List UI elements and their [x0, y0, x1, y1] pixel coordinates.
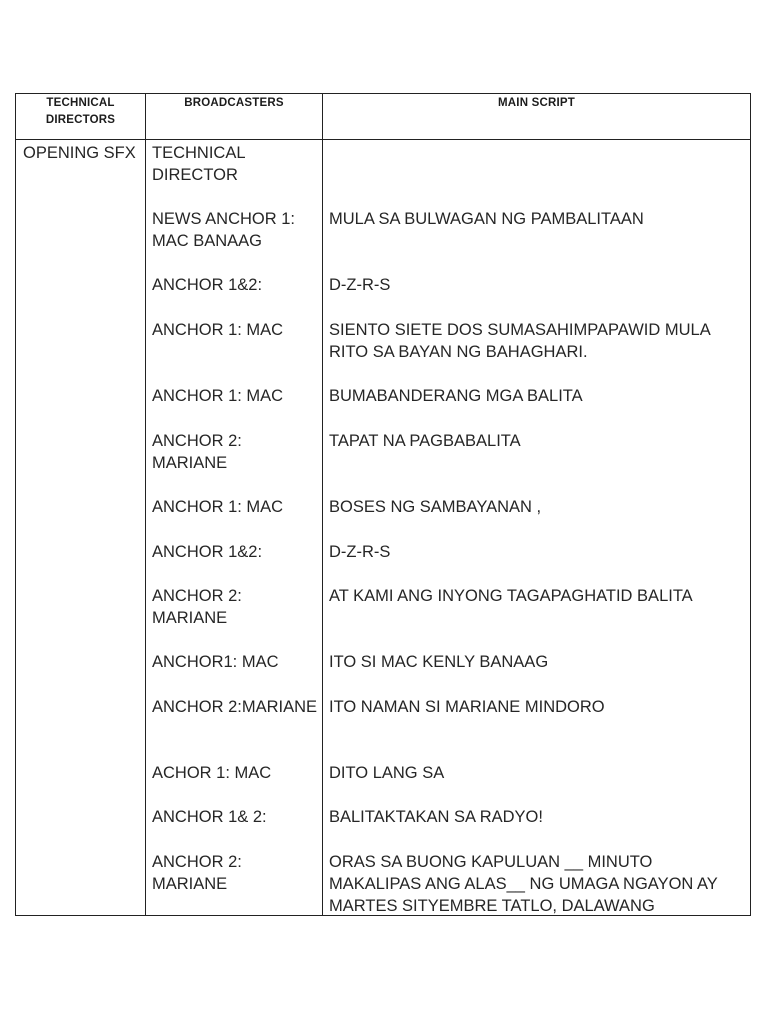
script-cell: SIENTO SIETE DOS SUMASAHIMPAPAWID MULA RITO SA BAYAN NG BAHAGHARI. — [329, 321, 710, 361]
technical-directors-column — [16, 94, 146, 915]
script-cell: ITO SI MAC KENLY BANAAG — [329, 653, 549, 671]
header-divider — [16, 139, 750, 140]
script-cell: BOSES NG SAMBAYANAN , — [329, 498, 542, 516]
broadcaster-cell: ANCHOR 1& 2: — [152, 808, 267, 826]
broadcaster-cell: ANCHOR 1: MAC — [152, 498, 284, 516]
broadcaster-cell: ANCHOR 2:MARIANE — [152, 698, 318, 716]
script-cell: D-Z-R-S — [329, 543, 391, 561]
broadcaster-cell: ANCHOR 1&2: — [152, 543, 263, 561]
script-cell: BUMABANDERANG MGA BALITA — [329, 387, 583, 405]
script-cell: ITO NAMAN SI MARIANE MINDORO — [329, 698, 605, 716]
script-cell: AT KAMI ANG INYONG TAGAPAGHATID BALITA — [329, 587, 693, 605]
broadcaster-cell: ANCHOR 2: MARIANE — [152, 853, 242, 893]
script-cell: BALITAKTAKAN SA RADYO! — [329, 808, 543, 826]
script-cell: ORAS SA BUONG KAPULUAN __ MINUTO MAKALIPAS ANG ALAS__ NG UMAGA NGAYON AY MARTES SITYEMBRE TATLO, DALAWANG — [329, 853, 718, 915]
script-cell: D-Z-R-S — [329, 276, 391, 294]
broadcaster-cell: NEWS ANCHOR 1: MAC BANAAG — [152, 210, 296, 250]
header-technical-directors: TECHNICAL DIRECTORS — [45, 97, 116, 126]
technical-director-cue: OPENING SFX — [23, 144, 136, 162]
broadcaster-cell: ANCHOR1: MAC — [152, 653, 279, 671]
broadcaster-cell: ACHOR 1: MAC — [152, 764, 272, 782]
broadcaster-cell: ANCHOR 1: MAC — [152, 387, 284, 405]
script-cell: MULA SA BULWAGAN NG PAMBALITAAN — [329, 210, 644, 228]
script-table — [15, 93, 751, 916]
broadcaster-cell: ANCHOR 1: MAC — [152, 321, 284, 339]
header-main-script: MAIN SCRIPT — [498, 97, 575, 109]
script-cell: DITO LANG SA — [329, 764, 445, 782]
script-cell: TAPAT NA PAGBABALITA — [329, 432, 521, 450]
broadcaster-cell: ANCHOR 1&2: — [152, 276, 263, 294]
broadcaster-cell: TECHNICAL DIRECTOR — [152, 144, 245, 184]
broadcaster-cell: ANCHOR 2: MARIANE — [152, 432, 242, 472]
header-broadcasters: BROADCASTERS — [184, 97, 284, 109]
broadcaster-cell: ANCHOR 2: MARIANE — [152, 587, 242, 627]
